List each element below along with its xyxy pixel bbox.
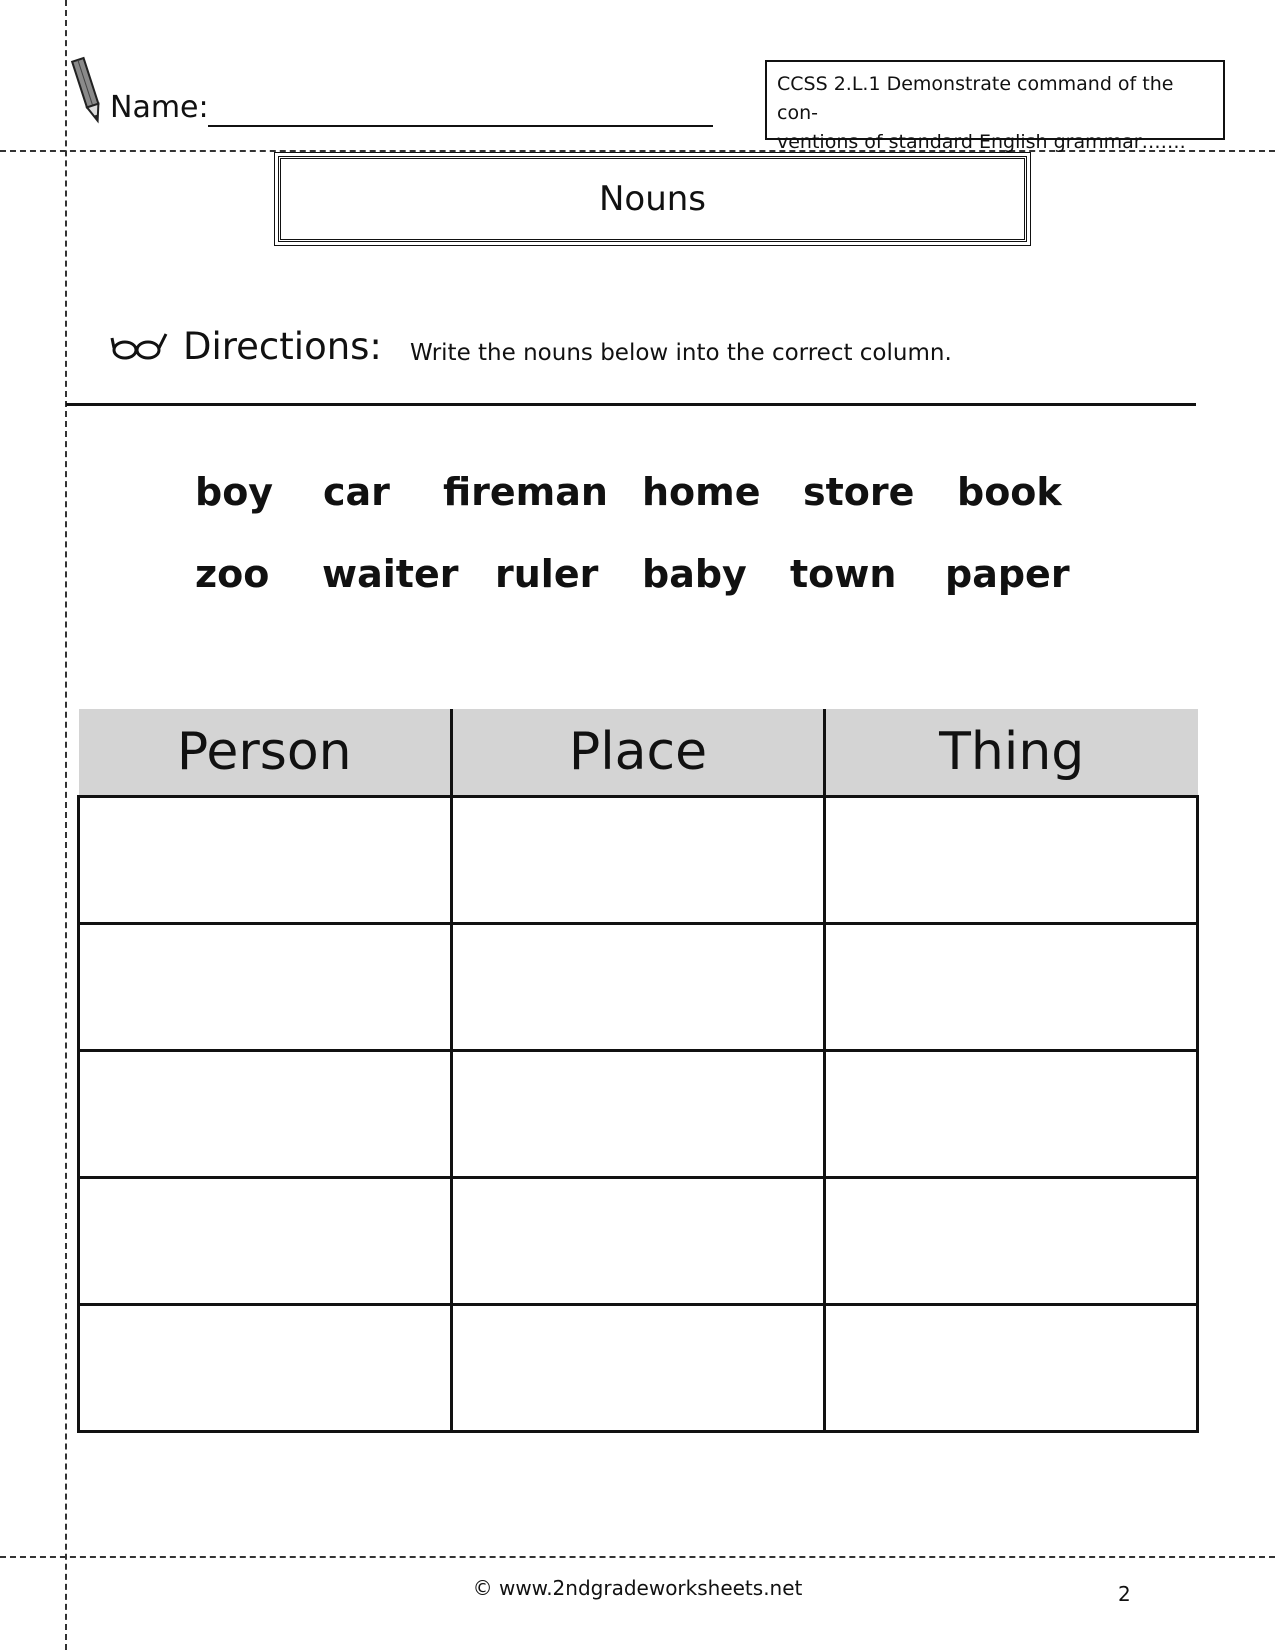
sorting-table	[77, 709, 1199, 1433]
word-home: home	[642, 470, 761, 514]
table-row	[79, 1051, 1198, 1178]
answer-cell[interactable]	[825, 797, 1198, 924]
answer-cell[interactable]	[825, 1178, 1198, 1305]
column-header-place: Place	[452, 709, 825, 797]
glasses-icon	[110, 330, 168, 362]
answer-cell[interactable]	[452, 1051, 825, 1178]
margin-guide-bottom	[0, 1556, 1275, 1558]
answer-cell[interactable]	[79, 1178, 452, 1305]
table-row	[79, 797, 1198, 924]
margin-guide-vertical	[65, 0, 67, 1650]
name-label: Name:	[110, 90, 209, 125]
answer-cell[interactable]	[79, 1051, 452, 1178]
answer-cell[interactable]	[452, 797, 825, 924]
directions-label: Directions:	[183, 325, 382, 368]
footer-copyright: © www.2ndgradeworksheets.net	[472, 1576, 803, 1600]
answer-cell[interactable]	[825, 1051, 1198, 1178]
column-header-person: Person	[79, 709, 452, 797]
word-boy: boy	[195, 470, 274, 514]
word-book: book	[957, 470, 1062, 514]
word-waiter: waiter	[322, 552, 459, 596]
word-store: store	[803, 470, 915, 514]
word-baby: baby	[642, 552, 747, 596]
answer-cell[interactable]	[452, 924, 825, 1051]
answer-cell[interactable]	[825, 1305, 1198, 1432]
column-header-thing: Thing	[825, 709, 1198, 797]
word-car: car	[323, 470, 390, 514]
word-ruler: ruler	[495, 552, 599, 596]
page-number: 2	[1118, 1582, 1131, 1606]
pencil-icon	[70, 56, 108, 126]
word-fireman: fireman	[443, 470, 608, 514]
directions-rule	[66, 403, 1196, 406]
standard-text: CCSS 2.L.1 Demonstrate command of the con- ventions of standard English grammar…….	[777, 73, 1186, 153]
word-town: town	[790, 552, 897, 596]
title-box	[278, 156, 1027, 242]
answer-cell[interactable]	[79, 1305, 452, 1432]
table-header-row	[79, 709, 1198, 797]
answer-cell[interactable]	[79, 797, 452, 924]
page-title: Nouns	[598, 179, 707, 219]
answer-cell[interactable]	[825, 924, 1198, 1051]
word-zoo: zoo	[195, 552, 270, 596]
table-row	[79, 1178, 1198, 1305]
answer-cell[interactable]	[452, 1178, 825, 1305]
answer-cell[interactable]	[79, 924, 452, 1051]
word-paper: paper	[945, 552, 1070, 596]
table-row	[79, 1305, 1198, 1432]
table-row	[79, 924, 1198, 1051]
standard-box	[765, 60, 1225, 153]
name-write-line[interactable]	[208, 125, 713, 127]
answer-cell[interactable]	[452, 1305, 825, 1432]
directions-text: Write the nouns below into the correct column.	[410, 340, 952, 366]
